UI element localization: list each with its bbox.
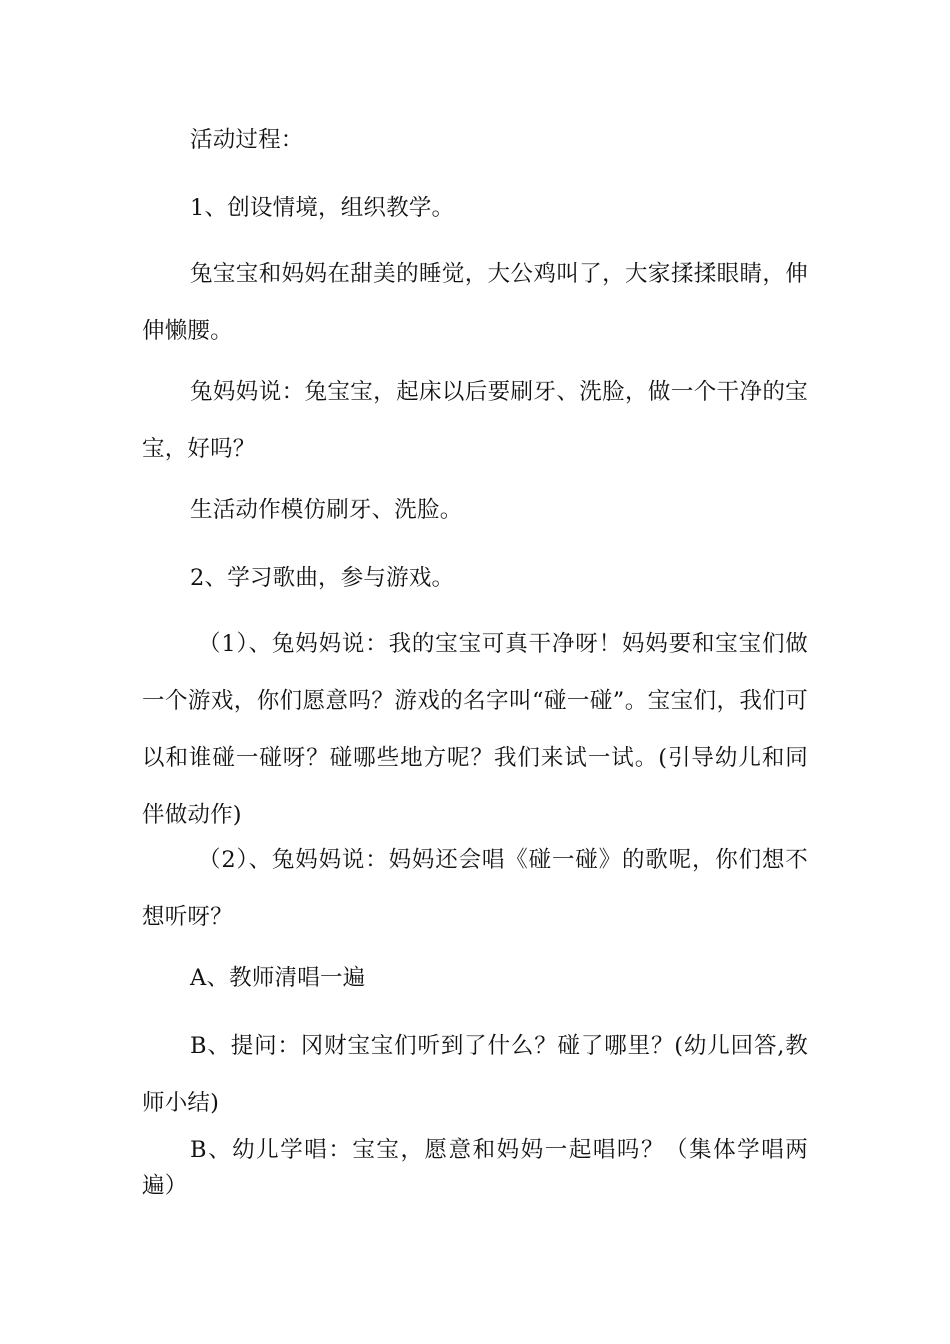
paragraph-teacher-sings: A、教师清唱一遍 [190,965,366,991]
paragraph-mother-rabbit-speech: 兔妈妈说：兔宝宝，起床以后要刷牙、洗脸，做一个干净的宝宝，好吗？ [142,379,808,462]
step-2-heading: 2、学习歌曲，参与游戏。 [190,565,455,591]
section-heading-activity-process: 活动过程： [190,127,304,153]
paragraph-children-learn-singing: B、幼儿学唱：宝宝，愿意和妈妈一起唱吗？（集体学唱两遍） [142,1137,808,1199]
paragraph-mother-sings: （2）、兔妈妈说：妈妈还会唱《碰一碰》的歌呢，你们想不想听呀？ [142,847,808,930]
paragraph-question: B、提问：冈财宝宝们听到了什么？碰了哪里？(幼儿回答,教师小结) [142,1033,808,1116]
paragraph-game-touch: （1）、兔妈妈说：我的宝宝可真干净呀！妈妈要和宝宝们做一个游戏，你们愿意吗？游戏的名字叫“碰一碰”。宝宝们，我们可以和谁碰一碰呀？碰哪些地方呢？我们来试一试。(引导幼儿和同伴做动作) [142,631,808,828]
paragraph-imitate-actions: 生活动作模仿刷牙、洗脸。 [190,497,463,523]
paragraph-story-intro: 兔宝宝和妈妈在甜美的睡觉，大公鸡叫了，大家揉揉眼睛，伸伸懒腰。 [142,261,808,344]
step-1-heading: 1、创设情境，组织教学。 [190,195,455,221]
